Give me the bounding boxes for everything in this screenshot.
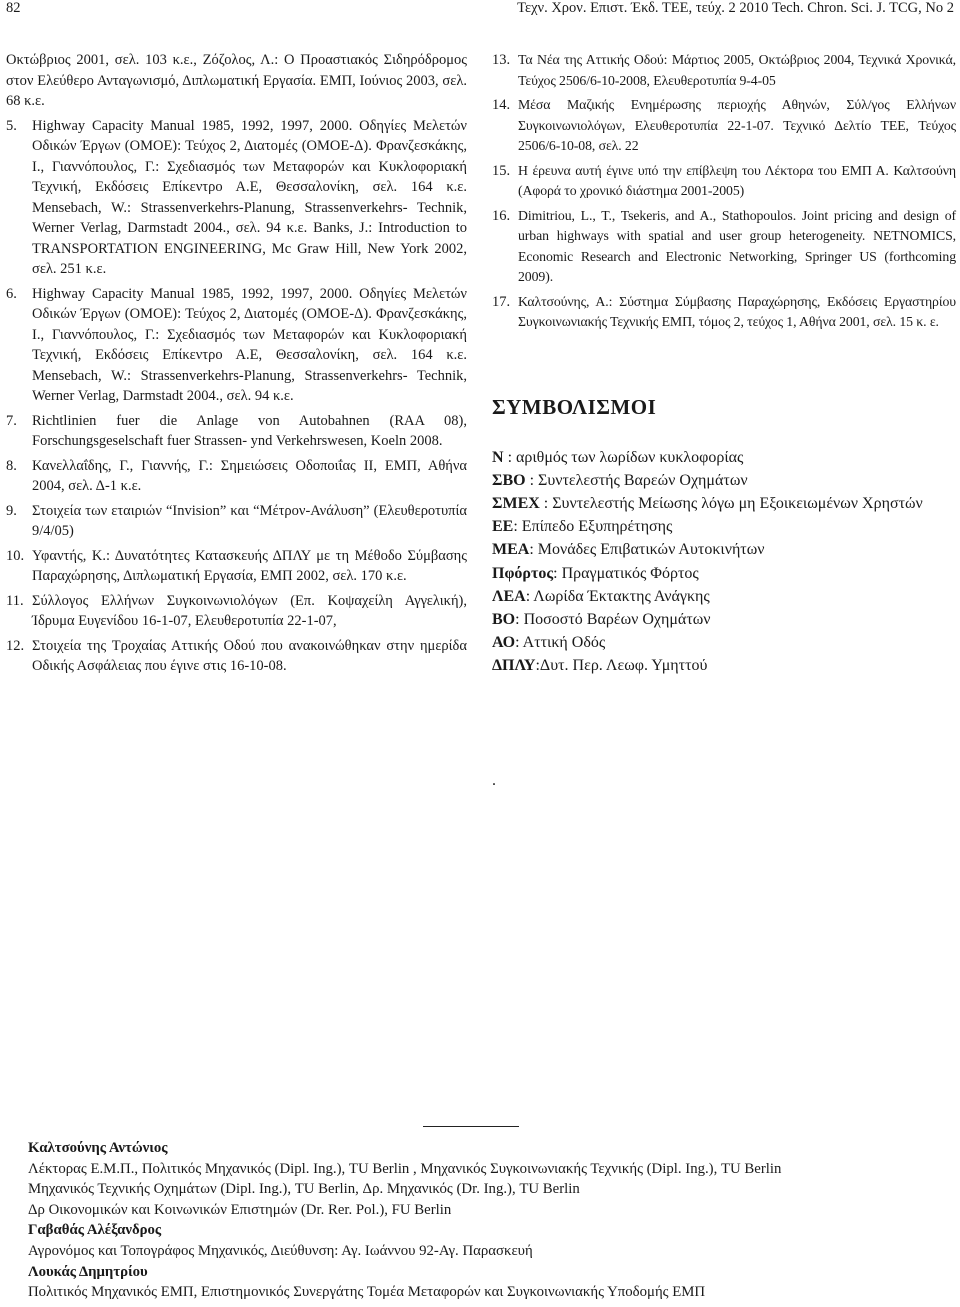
symbol-term: Ν (492, 448, 504, 466)
reference-item (6, 501, 467, 542)
reference-text: Καλτσούνης, Α.: Σύστημα Σύμβασης Παραχώρησης, Εκδόσεις Εργαστηρίου Συγκοινωνιακής Τεχνικής ΕΜΠ, τόμος 2, τεύχος 1, Αθήνα 2001, σελ. 15 κ. ε. (518, 293, 956, 329)
footnote-separator (423, 1126, 519, 1127)
symbol-term: ΣΒΟ (492, 471, 526, 489)
reference-number: 8. (6, 457, 17, 474)
reference-item (6, 284, 467, 407)
symbol-item (492, 562, 956, 585)
reference-item (6, 50, 467, 112)
symbol-term: Πφόρτος (492, 564, 554, 582)
reference-text: Κανελλαΐδης, Γ., Γιαννής, Γ.: Σημειώσεις Οδοποιΐας ΙΙ, ΕΜΠ, Αθήνα 2004, σελ. Δ-1 κ.ε. (32, 457, 467, 494)
references-left-column (6, 50, 467, 681)
author-affiliation-line: Αγρονόμος και Τοπογράφος Μηχανικός, Διεύθυνση: Αγ. Ιωάννου 92-Αγ. Παρασκευή (28, 1242, 533, 1259)
reference-item (492, 206, 956, 288)
reference-item (6, 456, 467, 497)
symbol-definition: : Επίπεδο Εξυπηρέτησης (513, 518, 673, 536)
symbol-definition: : Συντελεστής Βαρεών Οχημάτων (525, 471, 748, 489)
reference-text: Σύλλογος Ελλήνων Συγκοινωνιολόγων (Επ. Κοψαχείλη Αγγελική), Ίδρυμα Ευγενίδου 16-1-07, Ελευθεροτυπία 22-1-07, (32, 592, 467, 629)
symbol-term: ΑΟ (492, 634, 516, 652)
reference-item (6, 591, 467, 632)
symbol-definition: : Συντελεστής Μείωσης λόγω μη Εξοικειωμένων Χρηστών (539, 494, 923, 512)
author-name: Καλτσούνης Αντώνιος (28, 1140, 168, 1156)
reference-number: 11. (6, 592, 24, 609)
symbol-definition: : αριθμός των λωρίδων κυκλοφορίας (503, 448, 744, 466)
reference-text: Highway Capacity Manual 1985, 1992, 1997, 2000. Οδηγίες Μελετών Οδικών Έργων (ΟΜΟΕ): Τεύχος 2, Διατομές (ΟΜΟΕ-Δ). Φρανζεσκάκης, Ι., Γιαννόπουλος, Γ.: Σχεδιασμός των Μεταφορών και Κυκλοφοριακή Τεχνική, Εκδόσεις Επίκεντρο Α.Ε, Θεσσαλονίκη, σελ. 164 κ.ε. Mensebach, W.: Strassenverkehrs-Planung, Strassenverkehrs- Technik, Werner Verlag, Darmstadt 2004., σελ. 94 κ.ε. (32, 285, 467, 404)
symbol-definition: : Λωρίδα Έκτακτης Ανάγκης (525, 587, 710, 605)
page-header (0, 0, 960, 24)
reference-text: Η έρευνα αυτή έγινε υπό την επίβλεψη του Λέκτορα του ΕΜΠ Α. Καλτσούνη (Αφορά το χρονικό διάστημα 2001-2005) (518, 162, 956, 198)
reference-item (492, 292, 956, 333)
symbols-list (492, 446, 956, 678)
author-affiliation-line: Πολιτικός Μηχανικός ΕΜΠ, Επιστημονικός Συνεργάτης Τομέα Μεταφορών και Συγκοινωνιακής Υποδομής ΕΜΠ (28, 1284, 706, 1301)
author-affiliation-line: Δρ Οικονομικών και Κοινωνικών Επιστημών (Dr. Rer. Pol.), FU Berlin (28, 1201, 452, 1218)
author-affiliations (28, 1138, 948, 1303)
reference-text: Στοιχεία της Τροχαίας Αττικής Οδού που ανακοινώθηκαν στην ημερίδα Οδικής Ασφάλειας που έγινε στις 16-10-08. (32, 637, 467, 674)
author-name: Γαβαθάς Αλέξανδρος (28, 1222, 162, 1239)
reference-number: 16. (492, 207, 511, 224)
symbol-term: ΕΕ (492, 518, 514, 536)
symbol-definition: : Μονάδες Επιβατικών Αυτοκινήτων (529, 541, 765, 559)
reference-item (492, 50, 956, 91)
symbol-item (492, 585, 956, 608)
reference-number: 12. (6, 637, 25, 654)
reference-item (492, 95, 956, 157)
page-number: 82 (6, 0, 21, 16)
symbol-term: ΒΟ (492, 610, 516, 628)
reference-text: Στοιχεία των εταιριών “Invision” και “Μέτρον-Ανάλυση” (Ελευθεροτυπία 9/4/05) (32, 502, 467, 539)
reference-number: 10. (6, 547, 25, 564)
symbol-definition: : Αττική Οδός (515, 634, 606, 652)
symbol-item (492, 608, 956, 631)
symbol-item (492, 631, 956, 654)
reference-number: 15. (492, 162, 511, 179)
reference-number: 17. (492, 293, 511, 310)
reference-number: 14. (492, 97, 511, 113)
reference-item (6, 116, 467, 280)
symbol-item (492, 446, 956, 469)
trailing-mark: . (492, 772, 496, 789)
reference-item (492, 161, 956, 202)
reference-text: Μέσα Μαζικής Ενημέρωσης περιοχής Αθηνών, Σύλ/γος Ελλήνων Συγκοινωνιολόγων, Ελευθεροτυπία 22-1-07. Τεχνικό Δελτίο ΤΕΕ, Τεύχος 2506/6-10-08, σελ. 22 (518, 97, 956, 153)
author-affiliation-line: Μηχανικός Τεχνικής Οχημάτων (Dipl. Ing.), TU Berlin, Δρ. Μηχανικός (Dr. Ing.), TU Berlin (28, 1181, 580, 1198)
reference-text: Dimitriou, L., T., Tsekeris, and A., Stathopoulos. Joint pricing and design of urban highways with spatial and user group heterogeneity. NETNOMICS, Economic Research and Electronic Networking, Springer US (forthcoming 2009). (518, 207, 956, 284)
reference-number: 13. (492, 52, 511, 68)
reference-number: 5. (6, 117, 17, 134)
reference-number: 6. (6, 285, 17, 302)
symbol-definition: :Δυτ. Περ. Λεωφ. Υμηττού (535, 657, 708, 675)
symbol-term: ΛΕΑ (492, 587, 526, 605)
symbol-term: ΔΠΛΥ (492, 657, 536, 675)
symbol-item (492, 469, 956, 492)
running-head: Τεχν. Χρον. Επιστ. Έκδ. ΤΕΕ, τεύχ. 2 2010 Tech. Chron. Sci. J. TCG, No 2 (517, 0, 954, 16)
author-name: Λουκάς Δημητρίου (28, 1263, 148, 1280)
reference-text: Οκτώβριος 2001, σελ. 103 κ.ε., Ζόζολος, Λ.: Ο Προαστιακός Σιδηρόδρομος στον Ελεύθερο Ανταγωνισμό, Διπλωματική Εργασία. ΕΜΠ, Ιούνιος 2003, σελ. 68 κ.ε. (6, 52, 467, 109)
symbol-definition: : Πραγματικός Φόρτος (553, 564, 699, 582)
reference-number: 9. (6, 502, 17, 519)
reference-number: 7. (6, 412, 17, 429)
symbol-term: ΜΕΑ (492, 541, 530, 559)
symbols-section-title: ΣΥΜΒΟΛΙΣΜΟΙ (492, 394, 657, 419)
reference-text: Τα Νέα της Αττικής Οδού: Μάρτιος 2005, Οκτώβριος 2004, Τεχνικά Χρονικά, Τεύχος 2506/6-10-2008, Ελευθεροτυπία 9-4-05 (518, 52, 956, 88)
symbol-item (492, 515, 956, 538)
author-affiliation-line: Λέκτορας Ε.Μ.Π., Πολιτικός Μηχανικός (Dipl. Ing.), TU Berlin , Μηχανικός Συγκοινωνιακής Τεχνικής (Dipl. Ing.), TU Berlin (28, 1160, 782, 1177)
symbol-term: ΣΜΕΧ (492, 494, 540, 512)
symbol-item (492, 538, 956, 561)
reference-item (6, 411, 467, 452)
reference-text: Υφαντής, Κ.: Δυνατότητες Κατασκευής ΔΠΛΥ με τη Μέθοδο Σύμβασης Παραχώρησης, Διπλωματική Εργασία, ΕΜΠ 2002, σελ. 170 κ.ε. (32, 547, 467, 584)
reference-text: Richtlinien fuer die Anlage von Autobahnen (RAA 08), Forschungsgeselschaft fuer Strassen- ynd Verkehrswesen, Koeln 2008. (32, 412, 467, 449)
reference-item (6, 546, 467, 587)
symbol-definition: : Ποσοστό Βαρέων Οχημάτων (515, 610, 711, 628)
reference-text: Highway Capacity Manual 1985, 1992, 1997, 2000. Οδηγίες Μελετών Οδικών Έργων (ΟΜΟΕ): Τεύχος 2, Διατομές (ΟΜΟΕ-Δ). Φρανζεσκάκης, Ι., Γιαννόπουλος, Γ.: Σχεδιασμός των Μεταφορών και Κυκλοφοριακή Τεχνική, Εκδόσεις Επίκεντρο Α.Ε, Θεσσαλονίκη, σελ. 164 κ.ε. Mensebach, W.: Strassenverkehrs-Planung, Strassenverkehrs- Technik, Werner Verlag, Darmstadt 2004., σελ. 94 κ.ε. Banks, J.: Introduction to TRANSPORTATION ENGINEERING, Mc Graw Hill, New York 2002, σελ. 251 κ.ε. (32, 117, 467, 277)
reference-item (6, 636, 467, 677)
references-right-column (492, 50, 956, 789)
symbol-item (492, 492, 956, 515)
symbol-item (492, 654, 956, 677)
